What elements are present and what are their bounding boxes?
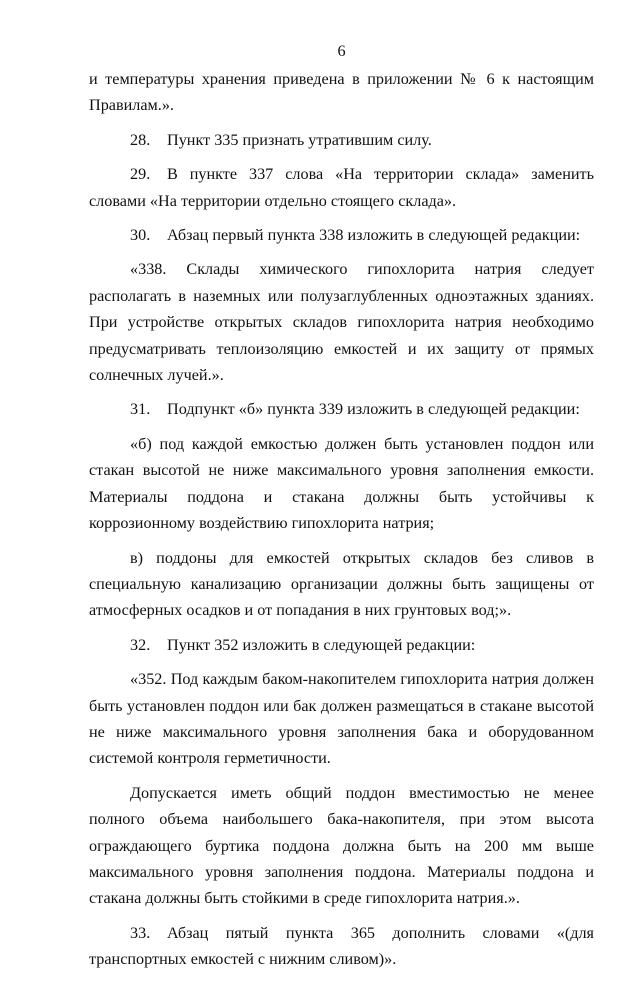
paragraph bbox=[89, 127, 594, 153]
paragraph-text: и температуры хранения приведена в приложении № 6 к настоящим Правилам.». bbox=[89, 70, 594, 115]
paragraph-text: В пункте 337 слова «На территории склада» заменить словами «На территории отдельно стоящего склада». bbox=[89, 165, 594, 210]
paragraph bbox=[89, 161, 594, 214]
paragraph bbox=[89, 256, 594, 388]
paragraph-number: 28. bbox=[130, 130, 151, 149]
paragraph-text: Пункт 352 изложить в следующей редакции: bbox=[167, 635, 476, 654]
paragraph-number: 32. bbox=[130, 635, 151, 654]
paragraph-text: «352. Под каждым баком-накопителем гипохлорита натрия должен быть установлен поддон или бак должен размещаться в стакане высотой не ниже максимального уровня заполнения бака и оборудованном системой контроля герметичности. bbox=[89, 670, 594, 768]
paragraph-number: 29. bbox=[130, 165, 151, 184]
paragraph-number: 31. bbox=[130, 400, 151, 419]
paragraph-text: Абзац пятый пункта 365 дополнить словами «(для транспортных емкостей с нижним сливом)». bbox=[89, 923, 594, 969]
paragraph-text: «б) под каждой емкостью должен быть установлен поддон или стакан высотой не ниже максимального уровня заполнения емкости. Материалы поддона и стакана должны быть устойчивы к коррозионному воздействию гипохлорита натрия; bbox=[89, 434, 594, 533]
paragraph bbox=[89, 66, 594, 119]
paragraph-text: Допускается иметь общий поддон вместимостью не менее полного объема наибольшего бака-накопителя, при этом высота ограждающего буртика поддона должна быть на 200 мм выше максимального уровня заполнения поддона. Материалы поддона и стакана должны быть стойкими в среде гипохлорита натрия.». bbox=[89, 783, 594, 908]
document-page bbox=[89, 40, 594, 981]
paragraph-number: 30. bbox=[130, 226, 151, 245]
paragraph-text: «338. Склады химического гипохлорита натрия следует располагать в наземных или полузаглубленных одноэтажных зданиях. При устройстве открытых складов гипохлорита натрия необходимо предусматривать теплоизоляцию емкостей и их защиту от прямых солнечных лучей.». bbox=[89, 260, 594, 385]
paragraph bbox=[89, 545, 594, 624]
paragraph-text: Абзац первый пункта 338 изложить в следующей редакции: bbox=[167, 226, 581, 245]
document-body bbox=[89, 66, 594, 973]
paragraph bbox=[89, 920, 594, 973]
paragraph bbox=[89, 222, 594, 248]
paragraph bbox=[89, 780, 594, 912]
paragraph-number: 33. bbox=[130, 923, 151, 942]
page-number: 6 bbox=[337, 42, 346, 60]
paragraph bbox=[89, 632, 594, 658]
paragraph-text: Подпункт «б» пункта 339 изложить в следующей редакции: bbox=[167, 400, 580, 419]
paragraph bbox=[89, 666, 594, 772]
paragraph-text: Пункт 335 признать утратившим силу. bbox=[167, 130, 432, 149]
paragraph bbox=[89, 396, 594, 422]
paragraph bbox=[89, 431, 594, 537]
paragraph-text: в) поддоны для емкостей открытых складов без сливов в специальную канализацию организации должны быть защищены от атмосферных осадков и от попадания в них грунтовых вод;». bbox=[89, 548, 594, 620]
